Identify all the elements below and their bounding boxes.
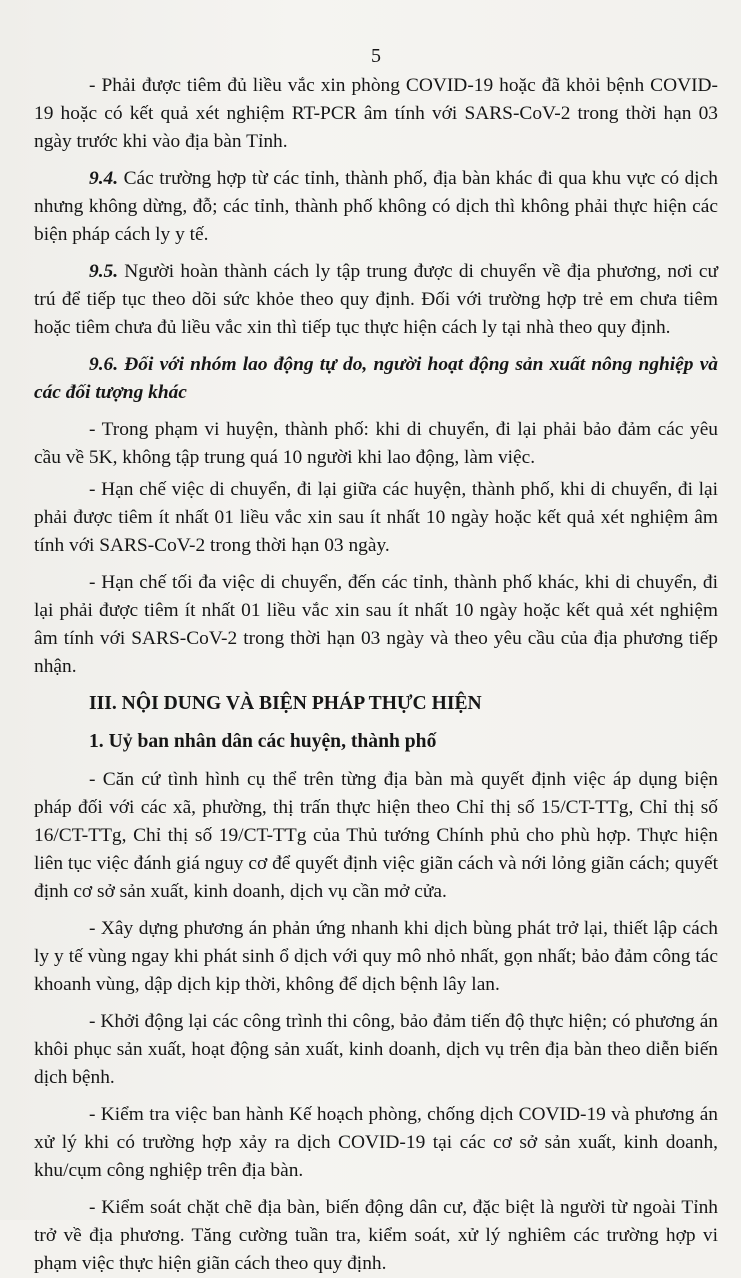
paragraph-directive-application: - Căn cứ tình hình cụ thể trên từng địa bàn mà quyết định việc áp dụng biện pháp đối với các xã, phường, thị trấn thực hiện theo Chỉ thị số 15/CT-TTg, Chỉ thị số 16/CT-TTg, Chỉ thị số 19/CT-TTg của Thủ tướng Chính phủ cho phù hợp. Thực hiện liên tục việc đánh giá nguy cơ để quyết định việc giãn cách và nới lỏng giãn cách; quyết định cơ sở sản xuất, kinh doanh, dịch vụ cần mở cửa. <box>34 769 718 902</box>
heading-section-iii: III. NỘI DUNG VÀ BIỆN PHÁP THỰC HIỆN <box>89 693 482 714</box>
paragraph-restart-construction: - Khởi động lại các công trình thi công, bảo đảm tiến độ thực hiện; có phương án khôi phục sản xuất, hoạt động sản xuất, kinh doanh, dịch vụ trên địa bàn theo diễn biến dịch bệnh. <box>34 1011 718 1088</box>
heading-9-6: 9.6. Đối với nhóm lao động tự do, người hoạt động sản xuất nông nghiệp và các đối tượng khác <box>34 354 718 403</box>
heading-section-iii-1: 1. Uỷ ban nhân dân các huyện, thành phố <box>89 731 437 752</box>
paragraph-area-control: - Kiểm soát chặt chẽ địa bàn, biến động dân cư, đặc biệt là người từ ngoài Tỉnh trở về địa phương. Tăng cường tuần tra, kiểm soát, xử lý nghiêm các trường hợp vi phạm việc thực hiện giãn cách theo quy định. <box>34 1197 718 1274</box>
paragraph-inspection-plan: - Kiểm tra việc ban hành Kế hoạch phòng, chống dịch COVID-19 và phương án xử lý khi có trường hợp xảy ra dịch COVID-19 tại các cơ sở sản xuất, kinh doanh, khu/cụm công nghiệp trên địa bàn. <box>34 1104 718 1181</box>
paragraph-9-5-text: Người hoàn thành cách ly tập trung được di chuyển về địa phương, nơi cư trú để tiếp tục theo dõi sức khỏe theo quy định. Đối với trường hợp trẻ em chưa tiêm hoặc tiêm chưa đủ liều vắc xin thì tiếp tục thực hiện cách ly tại nhà theo quy định. <box>34 261 718 338</box>
paragraph-9-5 <box>34 258 718 342</box>
page-number: 5 <box>371 45 381 67</box>
paragraph-vaccination-requirement: - Phải được tiêm đủ liều vắc xin phòng COVID-19 hoặc đã khỏi bệnh COVID-19 hoặc có kết quả xét nghiệm RT-PCR âm tính với SARS-CoV-2 trong thời hạn 03 ngày trước khi vào địa bàn Tỉnh. <box>34 75 718 152</box>
paragraph-between-districts: - Hạn chế việc di chuyển, đi lại giữa các huyện, thành phố, khi di chuyển, đi lại phải được tiêm ít nhất 01 liều vắc xin sau ít nhất 10 ngày hoặc kết quả xét nghiệm âm tính với SARS-CoV-2 trong thời hạn 03 ngày. <box>34 479 718 556</box>
paragraph-rapid-response: - Xây dựng phương án phản ứng nhanh khi dịch bùng phát trở lại, thiết lập cách ly y tế vùng ngay khi phát sinh ổ dịch với quy mô nhỏ nhất, gọn nhất; bảo đảm công tác khoanh vùng, dập dịch kịp thời, không để dịch bệnh lây lan. <box>34 918 718 995</box>
paragraph-9-4 <box>34 165 718 249</box>
section-number-9-5: 9.5. <box>89 261 119 282</box>
paragraph-within-district: - Trong phạm vi huyện, thành phố: khi di chuyển, đi lại phải bảo đảm các yêu cầu về 5K, không tập trung quá 10 người khi lao động, làm việc. <box>34 419 718 468</box>
paragraph-other-provinces: - Hạn chế tối đa việc di chuyển, đến các tỉnh, thành phố khác, khi di chuyển, đi lại phải được tiêm ít nhất 01 liều vắc xin sau ít nhất 10 ngày hoặc kết quả xét nghiệm âm tính với SARS-CoV-2 trong thời hạn 03 ngày và theo yêu cầu của địa phương tiếp nhận. <box>34 572 718 677</box>
section-number-9-4: 9.4. <box>89 168 119 189</box>
paragraph-9-4-text: Các trường hợp từ các tỉnh, thành phố, địa bàn khác đi qua khu vực có dịch nhưng không dừng, đỗ; các tỉnh, thành phố không có dịch thì không phải thực hiện các biện pháp cách ly y tế. <box>34 168 718 245</box>
